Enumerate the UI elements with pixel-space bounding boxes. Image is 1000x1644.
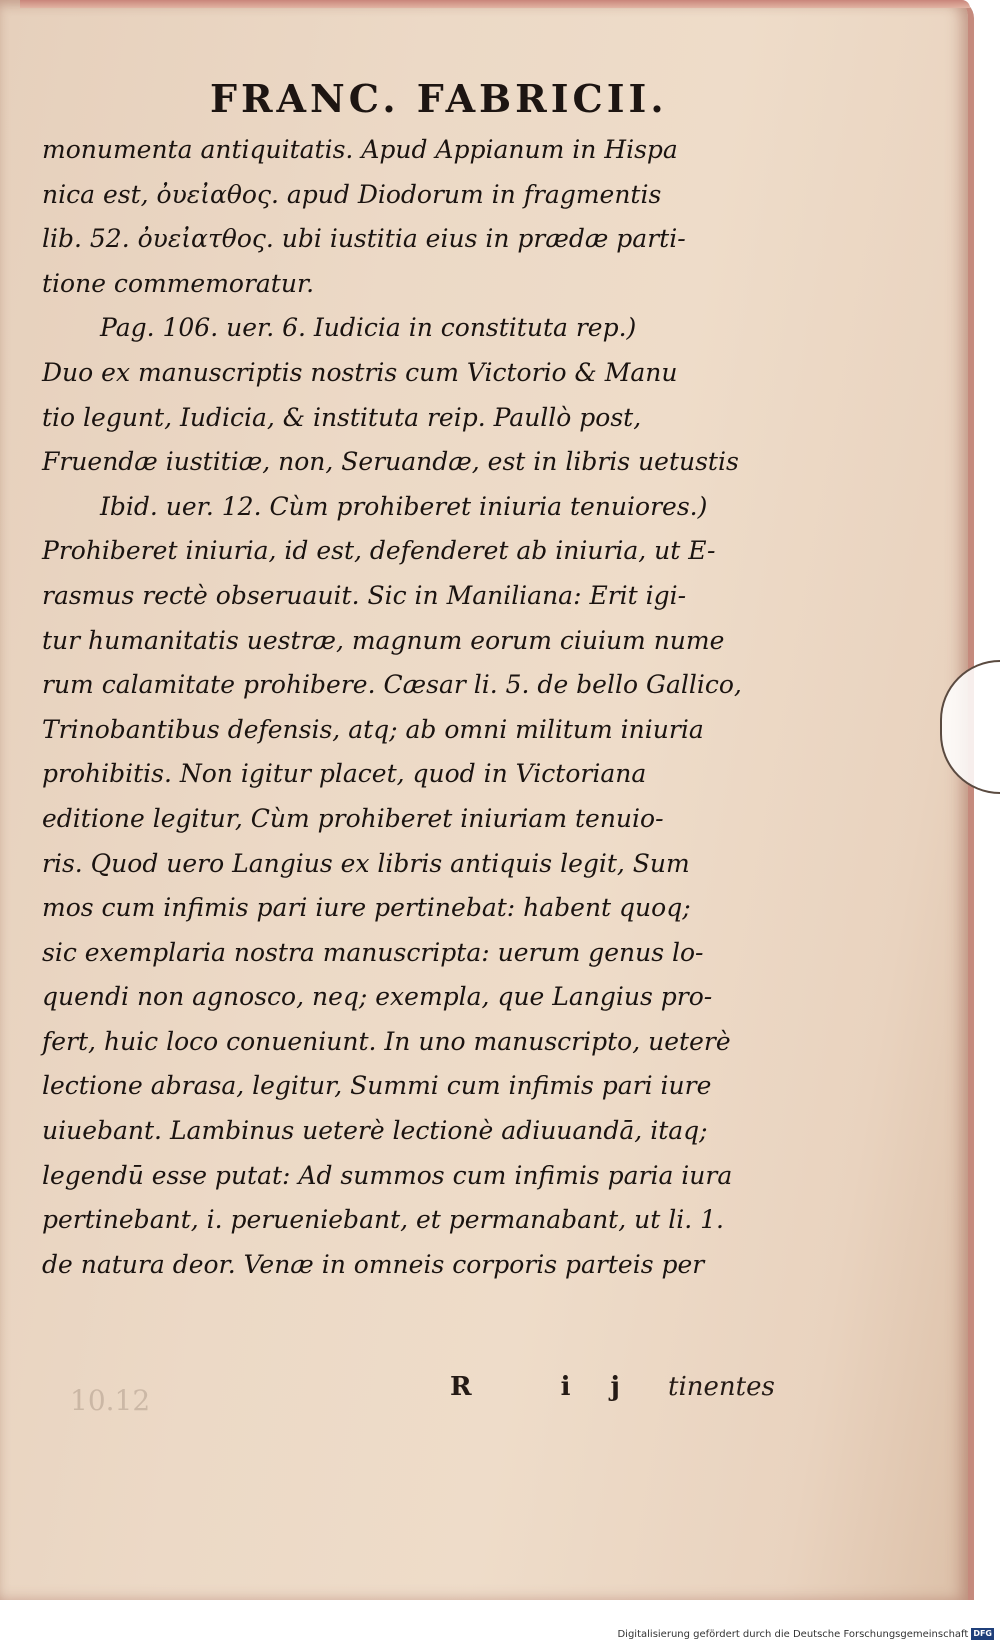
text-line: quendi non agnosco, neq; exempla, que Langius pro- [42,982,713,1012]
text-line: editione legitur, Cùm prohiberet iniuriam tenuio- [42,803,664,833]
signature-mark: R ij [450,1372,660,1402]
text-line: nica est, ὀυεἰαθος. apud Diodorum in fragmentis [42,179,662,209]
text-line: fert, huic loco conueniunt. In uno manuscripto, ueterè [42,1026,731,1056]
text-line: rasmus rectè obseruauit. Sic in Maniliana: Erit igi- [42,580,687,610]
text-line: sic exemplaria nostra manuscripta: uerum genus lo- [42,937,704,967]
text-line: tur humanitatis uestræ, magnum eorum ciuium nume [42,625,725,655]
text-line: Pag. 106. uer. 6. Iudicia in constituta rep.) [100,313,637,343]
text-line: mos cum infimis pari iure pertinebat: habent quoq; [42,893,691,923]
text-line: Fruendæ iustitiæ, non, Seruandæ, est in libris uetustis [42,447,739,477]
footer-credit-text: Digitalisierung gefördert durch die Deutsche Forschungsgemeinschaft [617,1628,969,1640]
text-line: Prohiberet iniuria, id est, defenderet ab iniuria, ut E- [42,536,716,566]
text-line: legendū esse putat: Ad summos cum infimis paria iura [42,1160,733,1190]
page-edge [20,0,970,8]
text-line: Duo ex manuscriptis nostris cum Victorio & Manu [42,357,678,387]
text-line: monumenta antiquitatis. Apud Appianum in Hispa [42,135,678,164]
text-line: tio legunt, Iudicia, & instituta reip. Paullò post, [42,402,642,432]
text-line: Ibid. uer. 12. Cùm prohiberet iniuria tenuiores.) [100,491,708,521]
text-line: pertinebant, i. perueniebant, et permanabant, ut li. 1. [42,1205,724,1235]
running-head: FRANC. FABRICII. [210,76,668,121]
footer-credit-bar [617,1627,994,1641]
text-line: prohibitis. Non igitur placet, quod in Victoriana [42,759,647,789]
text-line: de natura deor. Venæ in omneis corporis parteis per [42,1249,705,1279]
text-line: rum calamitate prohibere. Cæsar li. 5. de bello Gallico, [42,670,742,700]
show-through-mark: 10.12 [70,1384,151,1417]
catchword: tinentes [668,1372,775,1402]
text-line: Trinobantibus defensis, atq; ab omni militum iniuria [42,714,704,744]
text-line: tione commemoratur. [42,268,315,298]
dfg-logo-icon: DFG [973,1629,992,1638]
text-block [42,128,802,1287]
text-line: uiuebant. Lambinus ueterè lectionè adiuuandā, itaq; [42,1116,708,1146]
text-line: ris. Quod uero Langius ex libris antiquis legit, Sum [42,848,690,878]
text-line: lib. 52. ὀυεἰατθος. ubi iustitia eius in prædæ parti- [42,224,686,254]
text-line: lectione abrasa, legitur, Summi cum infimis pari iure [42,1071,712,1101]
